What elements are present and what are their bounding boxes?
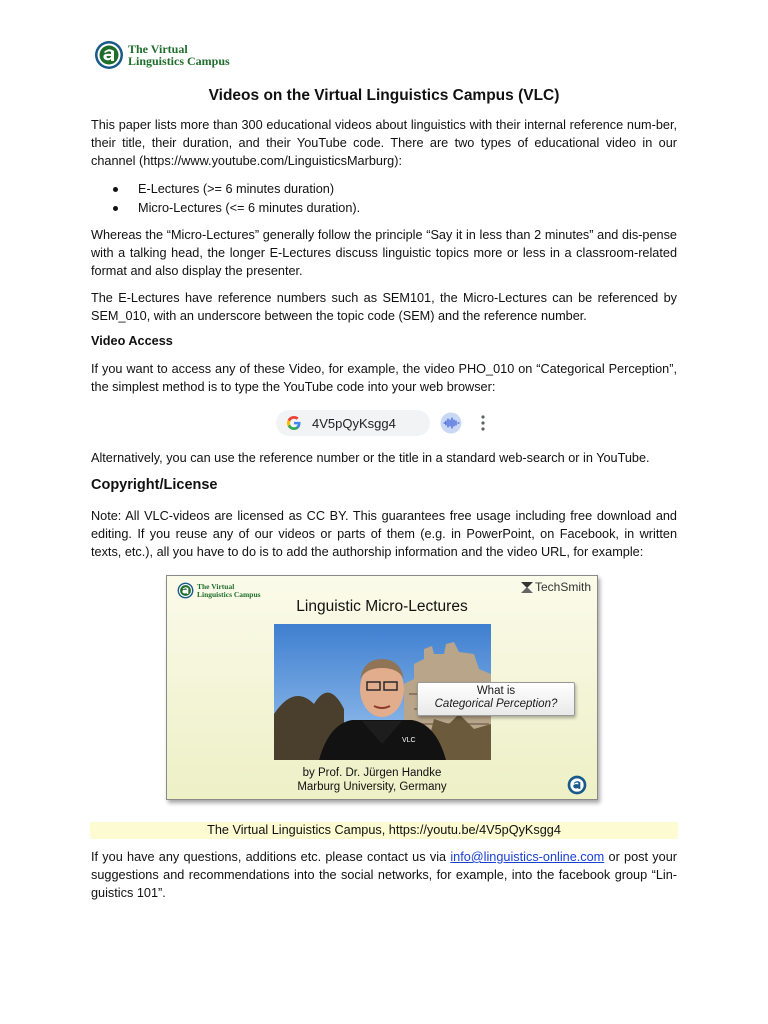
- voice-search-icon[interactable]: [440, 412, 462, 434]
- list-item-text: E-Lectures (>= 6 minutes duration): [138, 182, 335, 196]
- micro-lecture-paragraph: Whereas the “Micro-Lectures” generally follow the principle “Say it in less than 2 minutes” and dis-pense with a talking head, the longer E-Lectures discuss linguistic topics more or less in a classroom-related format and also display the presenter.: [91, 228, 677, 278]
- video-logo-line-1: The Virtual: [197, 582, 235, 591]
- credit-line-1: by Prof. Dr. Jürgen Handke: [302, 767, 442, 779]
- techsmith-icon: [521, 582, 533, 593]
- search-query-text: 4V5pQyKsgg4: [312, 415, 396, 431]
- video-callout: [417, 682, 575, 716]
- video-access-paragraph: If you want to access any of these Video, for example, the video PHO_010 on “Categorical Perception”, the simplest method is to type the YouTube code into your web browser:: [91, 362, 677, 394]
- google-g-icon: [286, 415, 302, 431]
- reference-paragraph: The E-Lectures have reference numbers such as SEM101, the Micro-Lectures can be referenced by SEM_010, with an underscore between the topic code (SEM) and the reference number.: [91, 291, 677, 323]
- vlc-logo: [94, 40, 230, 70]
- contact-paragraph: [91, 848, 677, 902]
- credit-line-2: Marburg University, Germany: [297, 781, 447, 793]
- callout-line-2: Categorical Perception?: [434, 698, 558, 710]
- bullet-icon: [113, 187, 118, 192]
- list-item: [113, 180, 673, 199]
- vlc-corner-icon: [567, 775, 587, 795]
- video-access-heading: Video Access: [91, 334, 173, 348]
- youtube-search-box[interactable]: [276, 410, 430, 436]
- bullet-icon: [113, 206, 118, 211]
- callout-line-1: What is: [476, 685, 516, 697]
- video-caption: The Virtual Linguistics Campus, https://youtu.be/4V5pQyKsgg4: [90, 822, 678, 839]
- video-thumbnail[interactable]: [166, 575, 598, 800]
- logo-line-2: Linguistics Campus: [128, 54, 230, 68]
- video-title: Linguistic Micro-Lectures: [296, 598, 468, 615]
- video-types-list: [113, 180, 673, 218]
- contact-text-before: If you have any questions, additions etc. please contact us via: [91, 850, 451, 864]
- copyright-paragraph: Note: All VLC-videos are licensed as CC BY. This guarantees free usage including free download and editing. If you reuse any of our videos or parts of them (e.g. in PowerPoint, on Facebook, in written texts, etc.), all you have to do is to add the authorship information and the video URL, for example:: [91, 509, 677, 559]
- logo-line-1: The Virtual: [128, 42, 188, 56]
- list-item-text: Micro-Lectures (<= 6 minutes duration).: [138, 201, 361, 215]
- techsmith-brand: [521, 580, 591, 594]
- contact-text-after: or post your suggestions and recommendations into the social networks, for example, into the facebook group “Lin-guistics 101”.: [91, 850, 677, 900]
- more-options-icon[interactable]: [479, 414, 487, 432]
- alternative-paragraph: Alternatively, you can use the reference number or the title in a standard web-search or in YouTube.: [91, 451, 650, 465]
- techsmith-label: TechSmith: [534, 580, 591, 594]
- list-item: [113, 199, 673, 218]
- email-link[interactable]: info@linguistics-online.com: [450, 850, 605, 864]
- vlc-logo-icon: [94, 40, 124, 70]
- copyright-heading: Copyright/License: [91, 477, 218, 493]
- video-credit: [167, 766, 577, 794]
- page-title: Videos on the Virtual Linguistics Campus (VLC): [208, 87, 560, 104]
- vlc-logo-icon: [177, 582, 194, 599]
- shirt-logo-text: VLC: [402, 737, 416, 744]
- video-vlc-logo: [177, 582, 261, 599]
- video-logo-line-2: Linguistics Campus: [197, 589, 261, 599]
- intro-paragraph: This paper lists more than 300 educational videos about linguistics with their internal reference num-ber, their title, their duration, and their YouTube code. There are two types of educational video in our channel (https://www.youtube.com/LinguisticsMarburg):: [91, 118, 677, 168]
